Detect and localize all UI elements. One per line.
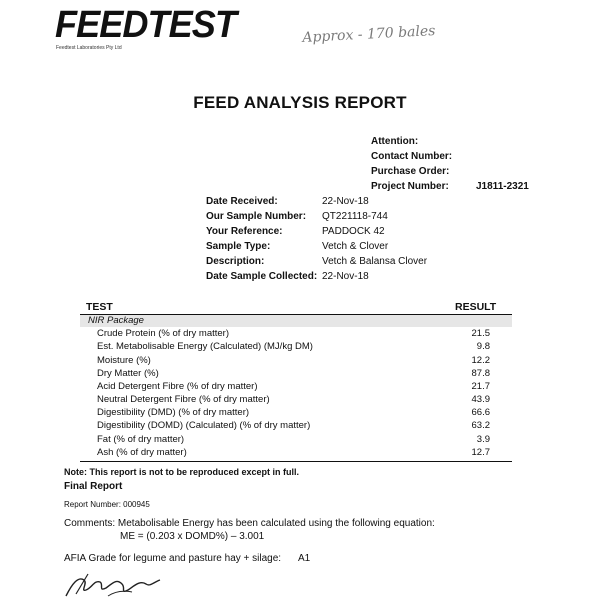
table-row-result: 3.9: [476, 434, 490, 445]
package-row-shade: [80, 315, 512, 327]
table-bottom-divider: [80, 461, 512, 462]
table-row-test: Neutral Detergent Fibre (% of dry matter): [97, 394, 270, 405]
table-row-result: 63.2: [471, 420, 490, 431]
date-received-label: Date Received:: [206, 196, 278, 207]
table-row-result: 66.6: [471, 407, 490, 418]
table-row-result: 43.9: [471, 394, 490, 405]
test-column-header: TEST: [86, 301, 113, 313]
package-label: NIR Package: [88, 315, 144, 326]
table-row-result: 21.7: [471, 381, 490, 392]
table-row-test: Crude Protein (% of dry matter): [97, 328, 229, 339]
table-row-test: Fat (% of dry matter): [97, 434, 185, 445]
comments-text: Comments: Metabolisable Energy has been calculated using the following equation:: [64, 518, 435, 529]
table-row-test: Est. Metabolisable Energy (Calculated) (MJ/kg DM): [97, 341, 313, 352]
date-collected-label: Date Sample Collected:: [206, 271, 318, 282]
final-report-label: Final Report: [64, 481, 123, 492]
afia-grade-label: AFIA Grade for legume and pasture hay + silage:: [64, 553, 282, 564]
table-row-result: 21.5: [471, 328, 490, 339]
table-row-test: Digestibility (DOMD) (Calculated) (% of dry matter): [97, 420, 311, 431]
table-row-test: Moisture (%): [97, 355, 151, 366]
purchase-order-label: Purchase Order:: [371, 166, 450, 177]
table-row-result: 12.7: [471, 447, 490, 458]
report-title: FEED ANALYSIS REPORT: [193, 93, 407, 112]
table-row-result: 9.8: [476, 341, 490, 352]
project-number-value: J1811-2321: [476, 181, 529, 192]
handwritten-note: Approx - 170 bales: [302, 23, 436, 46]
table-row-test: Digestibility (DMD) (% of dry matter): [97, 407, 250, 418]
our-sample-number-label: Our Sample Number:: [206, 211, 307, 222]
table-row-test: Dry Matter (%): [97, 368, 159, 379]
your-reference-label: Your Reference:: [206, 226, 283, 237]
me-formula: ME = (0.203 x DOMD%) – 3.001: [120, 531, 265, 542]
table-row-result: 87.8: [471, 368, 490, 379]
feedtest-logo: FEEDTEST: [55, 4, 236, 46]
project-number-label: Project Number:: [371, 181, 449, 192]
our-sample-number-value: QT221118-744: [322, 211, 388, 222]
description-label: Description:: [206, 256, 265, 267]
signature-image: [62, 566, 172, 600]
reproduction-note: Note: This report is not to be reproduced except in full.: [64, 467, 300, 477]
sample-type-value: Vetch & Clover: [322, 241, 389, 252]
logo-subtext: Feedtest Laboratories Pty Ltd: [56, 45, 122, 51]
table-row-test: Ash (% of dry matter): [97, 447, 187, 458]
sample-type-label: Sample Type:: [206, 241, 271, 252]
attention-label: Attention:: [371, 136, 419, 147]
contact-number-label: Contact Number:: [371, 151, 453, 162]
table-row-test: Acid Detergent Fibre (% of dry matter): [97, 381, 258, 392]
report-number: Report Number: 000945: [64, 500, 150, 509]
result-column-header: RESULT: [455, 301, 497, 313]
description-value: Vetch & Balansa Clover: [322, 256, 428, 267]
your-reference-value: PADDOCK 42: [322, 226, 385, 237]
date-received-value: 22-Nov-18: [322, 196, 369, 207]
table-row-result: 12.2: [471, 355, 490, 366]
afia-grade-value: A1: [298, 553, 311, 564]
date-collected-value: 22-Nov-18: [322, 271, 369, 282]
